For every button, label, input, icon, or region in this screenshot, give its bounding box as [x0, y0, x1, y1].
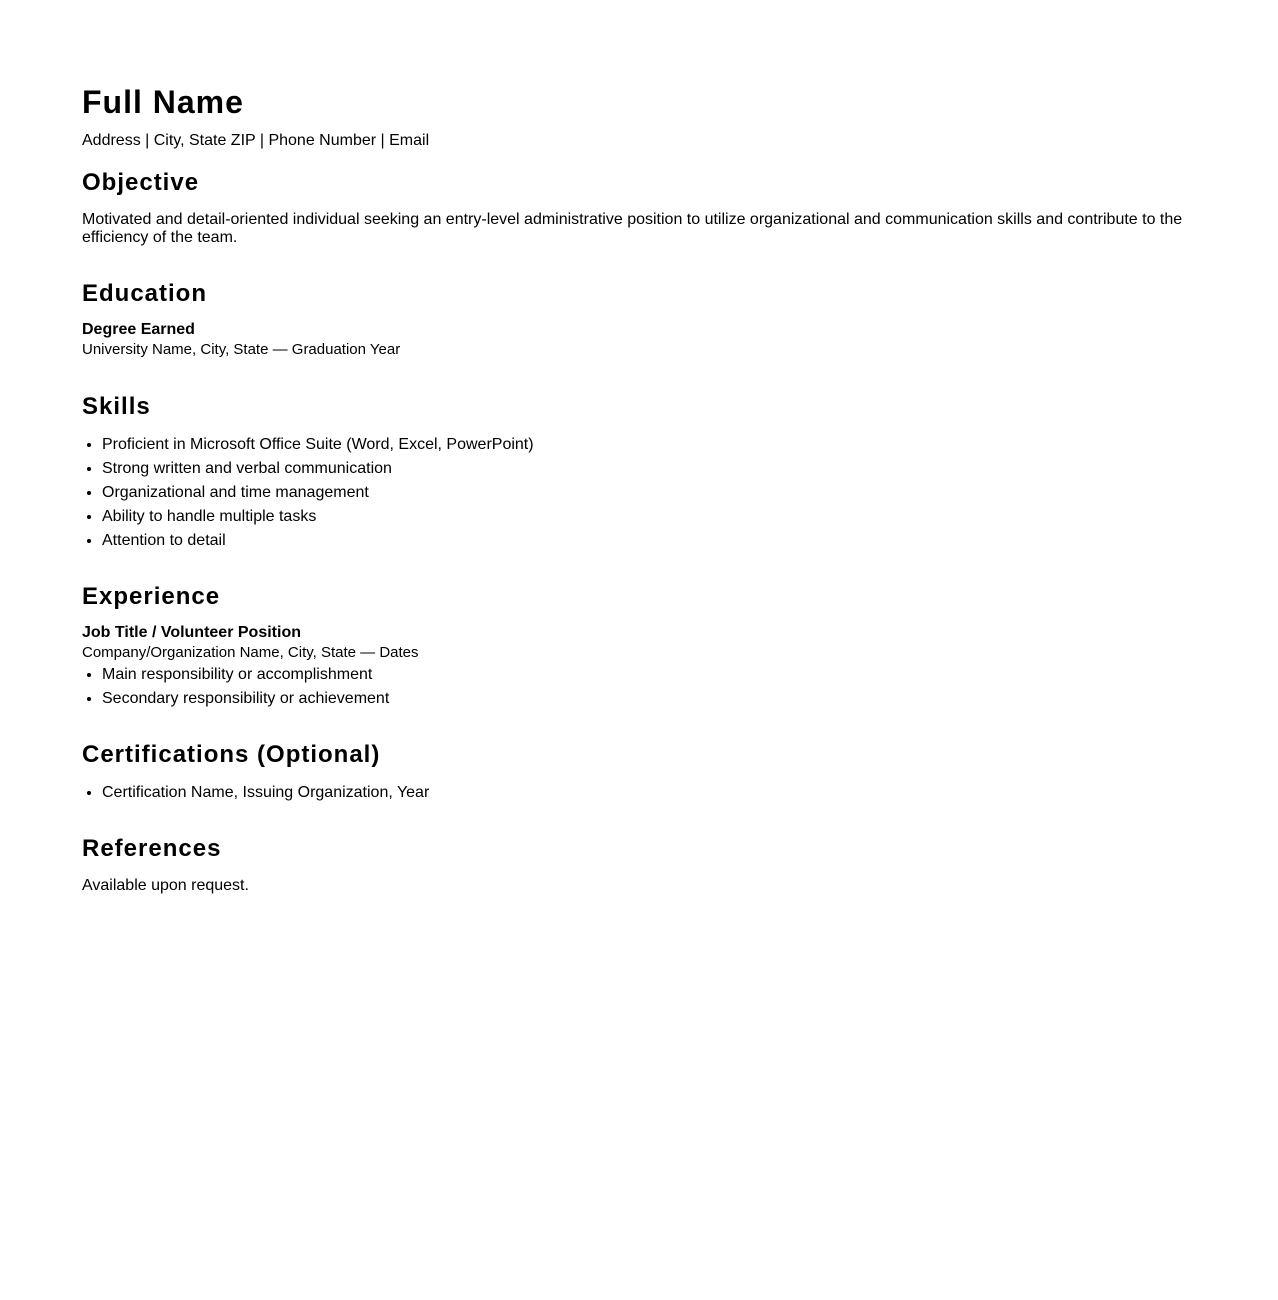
- skill-item: • Attention to detail: [102, 529, 1196, 553]
- references-section: [82, 833, 1196, 895]
- experience-item: • Secondary responsibility or achievement: [102, 687, 1196, 711]
- references-heading: References: [82, 835, 222, 862]
- objective-text: Motivated and detail-oriented individual seeking an entry-level administrative position to utilize organizational and communication skills and contribute to the efficiency of the team.: [82, 211, 1183, 246]
- skill-item: • Strong written and verbal communication: [102, 457, 1196, 481]
- skill-item: • Proficient in Microsoft Office Suite (Word, Excel, PowerPoint): [102, 433, 1196, 457]
- skill-item: • Ability to handle multiple tasks: [102, 505, 1196, 529]
- education-section: [82, 278, 1196, 360]
- experience-section: [82, 581, 1196, 711]
- certifications-list: [82, 781, 1196, 805]
- resume-document: [82, 80, 1196, 895]
- certification-item: • Certification Name, Issuing Organization, Year: [102, 781, 1196, 805]
- education-heading: Education: [82, 280, 208, 307]
- objective-heading: Objective: [82, 169, 200, 196]
- job-title: Job Title / Volunteer Position: [82, 624, 301, 641]
- degree-title: Degree Earned: [82, 321, 195, 338]
- experience-heading: Experience: [82, 583, 221, 610]
- job-details: Company/Organization Name, City, State — Dates: [82, 644, 419, 661]
- skills-list: [82, 433, 1196, 553]
- experience-list: [82, 663, 1196, 711]
- contact-line: Address | City, State ZIP | Phone Number | Email: [82, 132, 430, 149]
- references-text: Available upon request.: [82, 877, 249, 894]
- skills-heading: Skills: [82, 393, 151, 420]
- certifications-section: [82, 739, 1196, 805]
- education-details: University Name, City, State — Graduation Year: [82, 341, 401, 358]
- certifications-heading: Certifications (Optional): [82, 741, 381, 768]
- experience-item: • Main responsibility or accomplishment: [102, 663, 1196, 687]
- objective-section: [82, 167, 1196, 247]
- skill-item: • Organizational and time management: [102, 481, 1196, 505]
- skills-section: [82, 391, 1196, 553]
- resume-name: Full Name: [82, 84, 244, 120]
